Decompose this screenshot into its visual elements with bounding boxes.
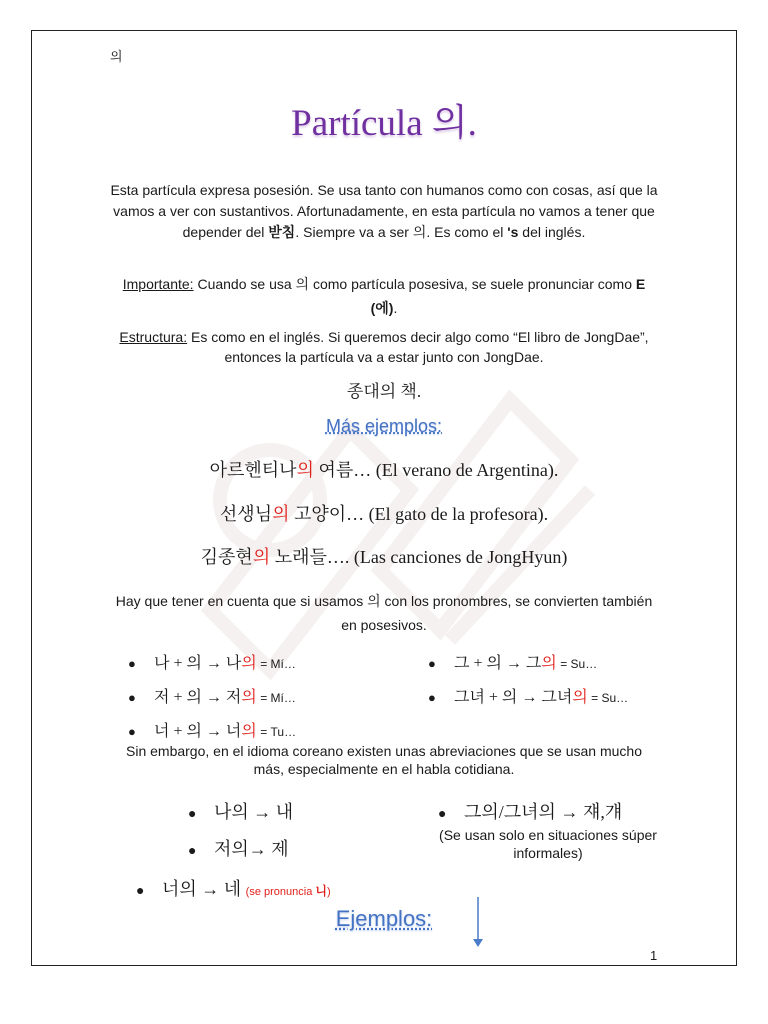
importante-text: Cuando se usa 의 como partícula posesiva, se suele pronunciar como — [193, 276, 636, 292]
intro-text-2: . Siempre va a ser 의. Es como el — [295, 224, 508, 240]
example-translation: 여름… (El verano de Argentina). — [313, 460, 559, 480]
importante-label: Importante: — [122, 276, 194, 292]
bullet-icon: ● — [136, 884, 145, 899]
example-korean: 아르헨티나 — [209, 460, 297, 480]
abbreviation-item — [188, 798, 293, 824]
pronoun-list-item — [128, 684, 296, 707]
pronoun-formula: 그녀 + 의 → 그녀 — [454, 689, 573, 706]
bullet-icon: ● — [188, 844, 197, 859]
pronoun-meaning: = Mí… — [256, 691, 296, 705]
abbreviation-text: 저의→ 제 — [214, 839, 289, 859]
pronunciation-note-bold: 니 — [315, 884, 327, 898]
abbreviation-text: 나의 → 내 — [214, 802, 294, 822]
abbreviation-item — [136, 875, 331, 901]
pronoun-formula: 너 + 의 → 너 — [154, 723, 242, 740]
pronoun-list-item — [428, 684, 628, 707]
estructura-text: Es como en el inglés. Si queremos decir algo como “El libro de JongDae”, entonces la partícula va a estar junto con JongDae. — [187, 329, 649, 365]
pronunciation-note-end: ) — [326, 886, 331, 898]
importante-end: . — [393, 300, 398, 316]
informal-note: (Se usan solo en situaciones súper informales) — [439, 827, 657, 861]
bullet-icon: ● — [128, 724, 136, 739]
example-korean: 선생님 — [219, 504, 273, 524]
pronoun-particle: 의 — [241, 689, 257, 706]
bullet-icon: ● — [428, 656, 436, 671]
pronoun-meaning: = Su… — [556, 657, 598, 671]
pronoun-particle: 의 — [241, 723, 257, 740]
intro-text: Esta partícula expresa posesión. Se usa tanto con humanos como con cosas, así que la vamos a ver con sustantivos. Afortunadamente, en esta partícula no vamos a tener que depender del — [110, 182, 658, 240]
mas-ejemplos-heading: Más ejemplos: — [325, 416, 443, 436]
abbreviation-item — [188, 835, 289, 861]
importante-paragraph — [110, 272, 658, 320]
abbreviation-item — [438, 798, 622, 824]
pronoun-meaning: = Su… — [587, 691, 629, 705]
abbreviation-text: 너의 → 네 — [162, 879, 246, 899]
example-particle: 의 — [296, 460, 314, 480]
page-title: Partícula 의. — [291, 103, 477, 144]
example-line — [0, 456, 768, 482]
pronunciation-note — [246, 886, 331, 898]
bullet-icon: ● — [428, 690, 436, 705]
down-arrow-icon — [469, 897, 487, 949]
estructura-label: Estructura: — [119, 329, 188, 345]
header-text: 의 — [110, 49, 123, 64]
example-particle: 의 — [252, 547, 271, 567]
example-line — [0, 543, 768, 569]
pronoun-formula: 저 + 의 → 저 — [154, 689, 242, 706]
bullet-icon: ● — [128, 656, 136, 671]
intro-text-3: del inglés. — [518, 224, 586, 240]
example-line — [0, 500, 768, 526]
importante-bold: E (에) — [370, 276, 646, 316]
example-translation: 고양이… (El gato de la profesora). — [289, 504, 549, 524]
example-korean: 김종현 — [200, 547, 253, 567]
pronoun-list-item — [128, 718, 296, 741]
pronombres-paragraph: Hay que tener en cuenta que si usamos 의 con los pronombres, se convierten también en posesivos. — [115, 593, 653, 633]
pronunciation-note-text: (se pronuncia — [245, 886, 316, 898]
sin-embargo-paragraph: Sin embargo, en el idioma coreano existen unas abreviaciones que se usan mucho más, especialmente en el habla cotidiana. — [126, 743, 642, 777]
pronoun-list-item — [428, 650, 597, 673]
bullet-icon: ● — [188, 807, 197, 822]
example-particle: 의 — [272, 504, 290, 524]
bullet-icon: ● — [128, 690, 136, 705]
intro-bold-s: 's — [507, 224, 519, 240]
pronoun-formula: 나 + 의 → 나 — [154, 655, 242, 672]
abbreviation-text: 그의/그녀의 → 쟤,걔 — [464, 802, 623, 822]
pronoun-meaning: = Mí… — [256, 657, 296, 671]
pronoun-list-item — [128, 650, 296, 673]
pronoun-meaning: = Tu… — [256, 725, 297, 739]
pronoun-particle: 의 — [572, 689, 588, 706]
intro-paragraph — [110, 180, 658, 243]
pronoun-formula: 그 + 의 → 그 — [454, 655, 542, 672]
pronoun-particle: 의 — [541, 655, 557, 672]
bullet-icon: ● — [438, 807, 447, 822]
page-number: 1 — [650, 948, 658, 963]
intro-bold-batchim: 받침 — [268, 224, 296, 240]
ejemplos-heading: Ejemplos: — [335, 906, 433, 931]
main-example: 종대의 책. — [346, 382, 422, 401]
pronoun-particle: 의 — [241, 655, 257, 672]
estructura-paragraph — [110, 327, 658, 367]
example-translation: 노래들…. (Las canciones de JongHyun) — [270, 547, 568, 567]
